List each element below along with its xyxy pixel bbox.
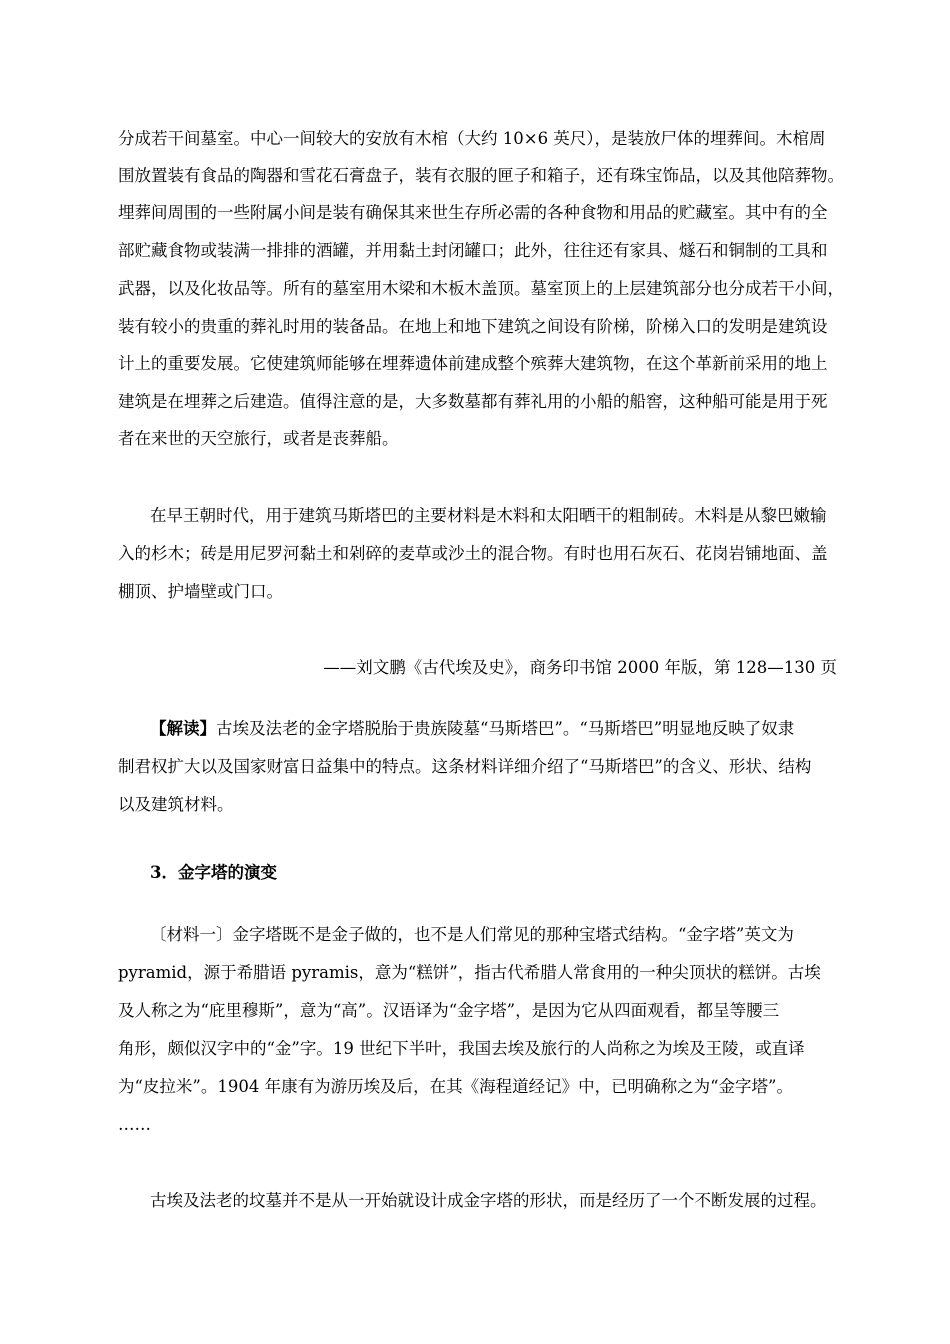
para1-line: 装有较小的贵重的葬礼时用的装备品。在地上和地下建筑之间设有阶梯，阶梯入口的发明是建筑设 [118, 317, 828, 336]
para1-line: 建筑是在埋葬之后建造。值得注意的是，大多数墓都有葬礼用的小船的船窖，这种船可能是用于死 [118, 392, 828, 411]
material1-line: 及人称之为“庇里穆斯”，意为“高”。汉语译为“金字塔”，是因为它从四面观看，都呈等腰三 [118, 1001, 780, 1020]
material1-line: 角形，颇似汉字中的“金”字。19 世纪下半叶，我国去埃及旅行的人尚称之为埃及王陵，或直译 [118, 1039, 805, 1058]
para1-line: 围放置装有食品的陶器和雪花石膏盘子，装有衣服的匣子和箱子，还有珠宝饰品，以及其他陪葬物。 [118, 166, 844, 185]
interpretation-line: 以及建筑材料。 [118, 795, 234, 814]
para1-line: 武器，以及化妆品等。所有的墓室用木梁和木板木盖顶。墓室顶上的上层建筑部分也分成若干小间， [118, 279, 844, 298]
interpretation-label: 【解读】 [150, 719, 216, 738]
ellipsis: …… [118, 1115, 151, 1134]
para2-line: 入的杉木；砖是用尼罗河黏土和剁碎的麦草或沙土的混合物。有时也用石灰石、花岗岩铺地面、盖 [118, 544, 828, 563]
material1-line: 〔材料一〕金字塔既不是金子做的，也不是人们常见的那种宝塔式结构。“金字塔”英文为 [150, 925, 794, 944]
material1-line: pyramid，源于希腊语 pyramis，意为“糕饼”，指古代希腊人常食用的一种尖顶状的糕饼。古埃 [118, 963, 821, 982]
interpretation-line: 制君权扩大以及国家财富日益集中的特点。这条材料详细介绍了“马斯塔巴”的含义、形状、结构 [118, 757, 812, 776]
para1-line: 者在来世的天空旅行，或者是丧葬船。 [118, 429, 399, 448]
para1-line: 计上的重要发展。它使建筑师能够在埋葬遗体前建成整个殡葬大建筑物，在这个革新前采用的地上 [118, 354, 828, 373]
para1-line: 分成若干间墓室。中心一间较大的安放有木棺（大约 10×6 英尺），是装放尸体的埋葬间。木棺周 [118, 129, 826, 148]
material1-line: 为“皮拉米”。1904 年康有为游历埃及后，在其《海程道经记》中，已明确称之为“金字塔”。 [118, 1077, 793, 1096]
para1-line: 埋葬间周围的一些附属小间是装有确保其来世生存所必需的各种食物和用品的贮藏室。其中有的全 [118, 203, 828, 222]
interpretation-text: 古埃及法老的金字塔脱胎于贵族陵墓“马斯塔巴”。“马斯塔巴”明显地反映了奴隶 [216, 719, 795, 738]
final-paragraph: 古埃及法老的坟墓并不是从一开始就设计成金字塔的形状，而是经历了一个不断发展的过程。 [150, 1191, 827, 1210]
para1-line: 部贮藏食物或装满一排排的酒罐，并用黏土封闭罐口；此外，往往还有家具、燧石和铜制的工具和 [118, 241, 828, 260]
section-heading: 3．金字塔的演变 [150, 863, 277, 882]
para2-line: 棚顶、护墙壁或门口。 [118, 582, 283, 601]
citation: ——刘文鹏《古代埃及史》，商务印书馆 2000 年版，第 128—130 页 [323, 658, 837, 677]
para2-line: 在早王朝时代，用于建筑马斯塔巴的主要材料是木料和太阳晒干的粗制砖。木料是从黎巴嫩输 [150, 506, 827, 525]
interpretation-line [150, 718, 870, 740]
